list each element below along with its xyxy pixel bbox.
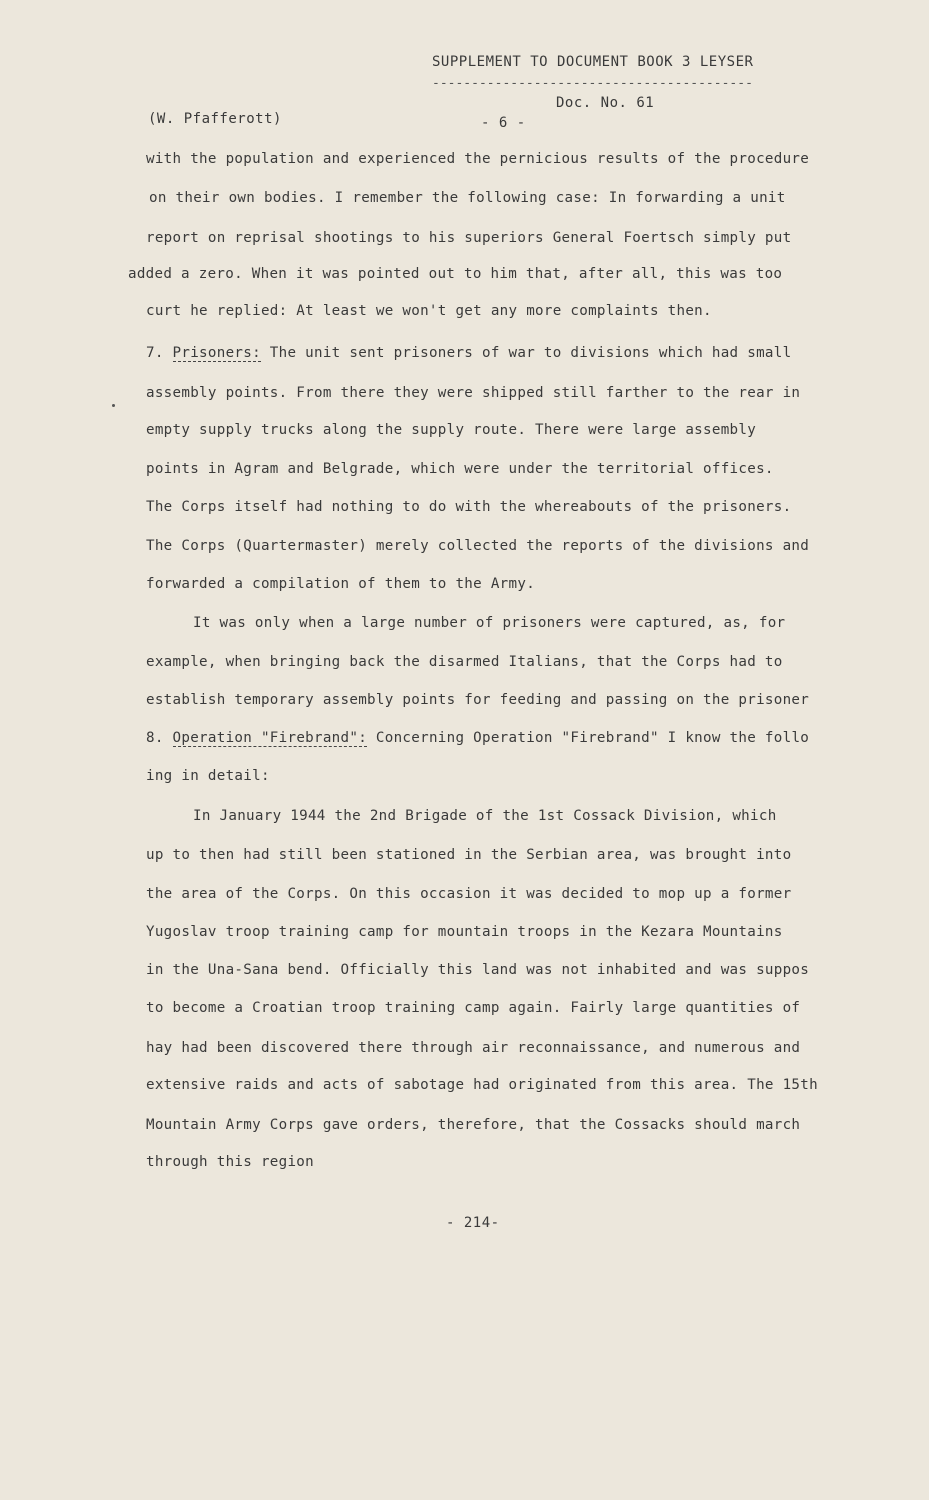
text-line: in the Una-Sana bend. Officially this land was not inhabited and was suppos [146,962,810,978]
text-line: ing in detail: [146,768,270,784]
text-line: to become a Croatian troop training camp again. Fairly large quantities of [146,1000,801,1016]
punch-mark [112,404,115,407]
text-line: In January 1944 the 2nd Brigade of the 1st Cossack Division, which [193,808,777,824]
text-line: example, when bringing back the disarmed Italians, that the Corps had to [146,654,783,670]
text-line: empty supply trucks along the supply route. There were large assembly [146,422,757,438]
page-marker: - 6 - [481,115,526,131]
header-rule: ----------------------------------------- [432,76,753,91]
text-line: on their own bodies. I remember the following case: In forwarding a unit [149,190,786,206]
text-line: the area of the Corps. On this occasion it was decided to mop up a former [146,886,792,902]
page-number: - 214- [446,1215,500,1231]
text-line: curt he replied: At least we won't get any more complaints then. [146,303,712,319]
section-8-line [146,730,809,746]
text-line: Yugoslav troop training camp for mountain troops in the Kezara Mountains [146,924,783,940]
doc-number: Doc. No. 61 [556,95,655,111]
section-number: 8. [146,730,173,746]
text-line: Mountain Army Corps gave orders, therefore, that the Cossacks should march [146,1117,801,1133]
text-line: with the population and experienced the pernicious results of the procedure [146,151,810,167]
text-line: report on reprisal shootings to his superiors General Foertsch simply put [146,230,792,246]
section-7-line [146,345,791,361]
section-text: The unit sent prisoners of war to divisions which had small [260,345,792,361]
text-line: assembly points. From there they were shipped still farther to the rear in [146,385,801,401]
text-line: points in Agram and Belgrade, which were under the territorial offices. [146,461,774,477]
text-line: The Corps (Quartermaster) merely collected the reports of the divisions and [146,538,810,554]
section-heading-operation-firebrand: Operation "Firebrand": [172,730,368,746]
text-line: forwarded a compilation of them to the Army. [146,576,536,592]
section-text: Concerning Operation "Firebrand" I know the follo [367,730,810,746]
text-line: establish temporary assembly points for feeding and passing on the prisoner [146,692,810,708]
text-line: It was only when a large number of prisoners were captured, as, for [193,615,786,631]
text-line: added a zero. When it was pointed out to him that, after all, this was too [128,266,783,282]
section-number: 7. [146,345,173,361]
book-title: SUPPLEMENT TO DOCUMENT BOOK 3 LEYSER [432,54,754,70]
text-line: hay had been discovered there through air reconnaissance, and numerous and [146,1040,801,1056]
witness-name: (W. Pfafferott) [148,111,282,127]
text-line: extensive raids and acts of sabotage had originated from this area. The 15th [146,1077,818,1093]
text-line: up to then had still been stationed in the Serbian area, was brought into [146,847,792,863]
text-line: through this region [146,1154,314,1170]
section-heading-prisoners: Prisoners: [172,345,261,361]
text-line: The Corps itself had nothing to do with the whereabouts of the prisoners. [146,499,792,515]
